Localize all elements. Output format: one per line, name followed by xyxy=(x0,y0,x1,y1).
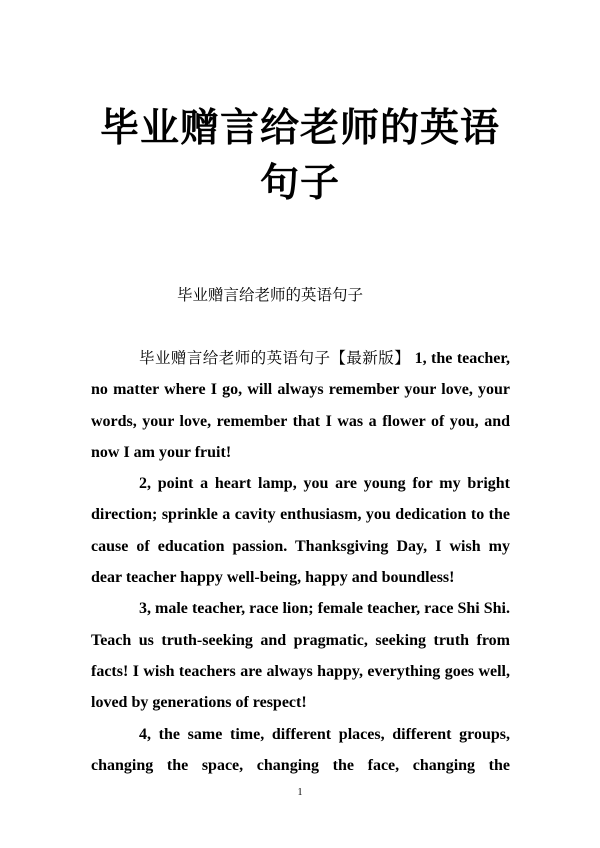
document-title: 毕业赠言给老师的英语句子 xyxy=(99,106,500,206)
paragraph-4: 4, the same time, different places, different groups, changing the space, changing the face, changing the xyxy=(91,725,510,774)
document-subtitle: 毕业赠言给老师的英语句子 xyxy=(177,286,364,304)
page-number: 1 xyxy=(297,787,303,798)
paragraph-2: 2, point a heart lamp, you are young for my bright direction; sprinkle a cavity enthusiasm, you dedication to the cause of education passion. Thanksgiving Day, I wish my dear teacher happy well-being, happy and boundless! xyxy=(91,475,510,587)
paragraph-1-lead: 毕业赠言给老师的英语句子【最新版】 xyxy=(139,349,411,367)
paragraph-3: 3, male teacher, race lion; female teacher, race Shi Shi. Teach us truth-seeking and pragmatic, seeking truth from facts! I wish teachers are always happy, everything goes well, loved by generations of respect! xyxy=(91,600,510,712)
paragraph-1 xyxy=(91,343,510,468)
document-body xyxy=(91,343,510,781)
paragraph-1-text: 1, the teacher, no matter where I go, will always remember your love, your words, your love, remember that I was a flower of you, and now I am your fruit! xyxy=(91,350,510,461)
